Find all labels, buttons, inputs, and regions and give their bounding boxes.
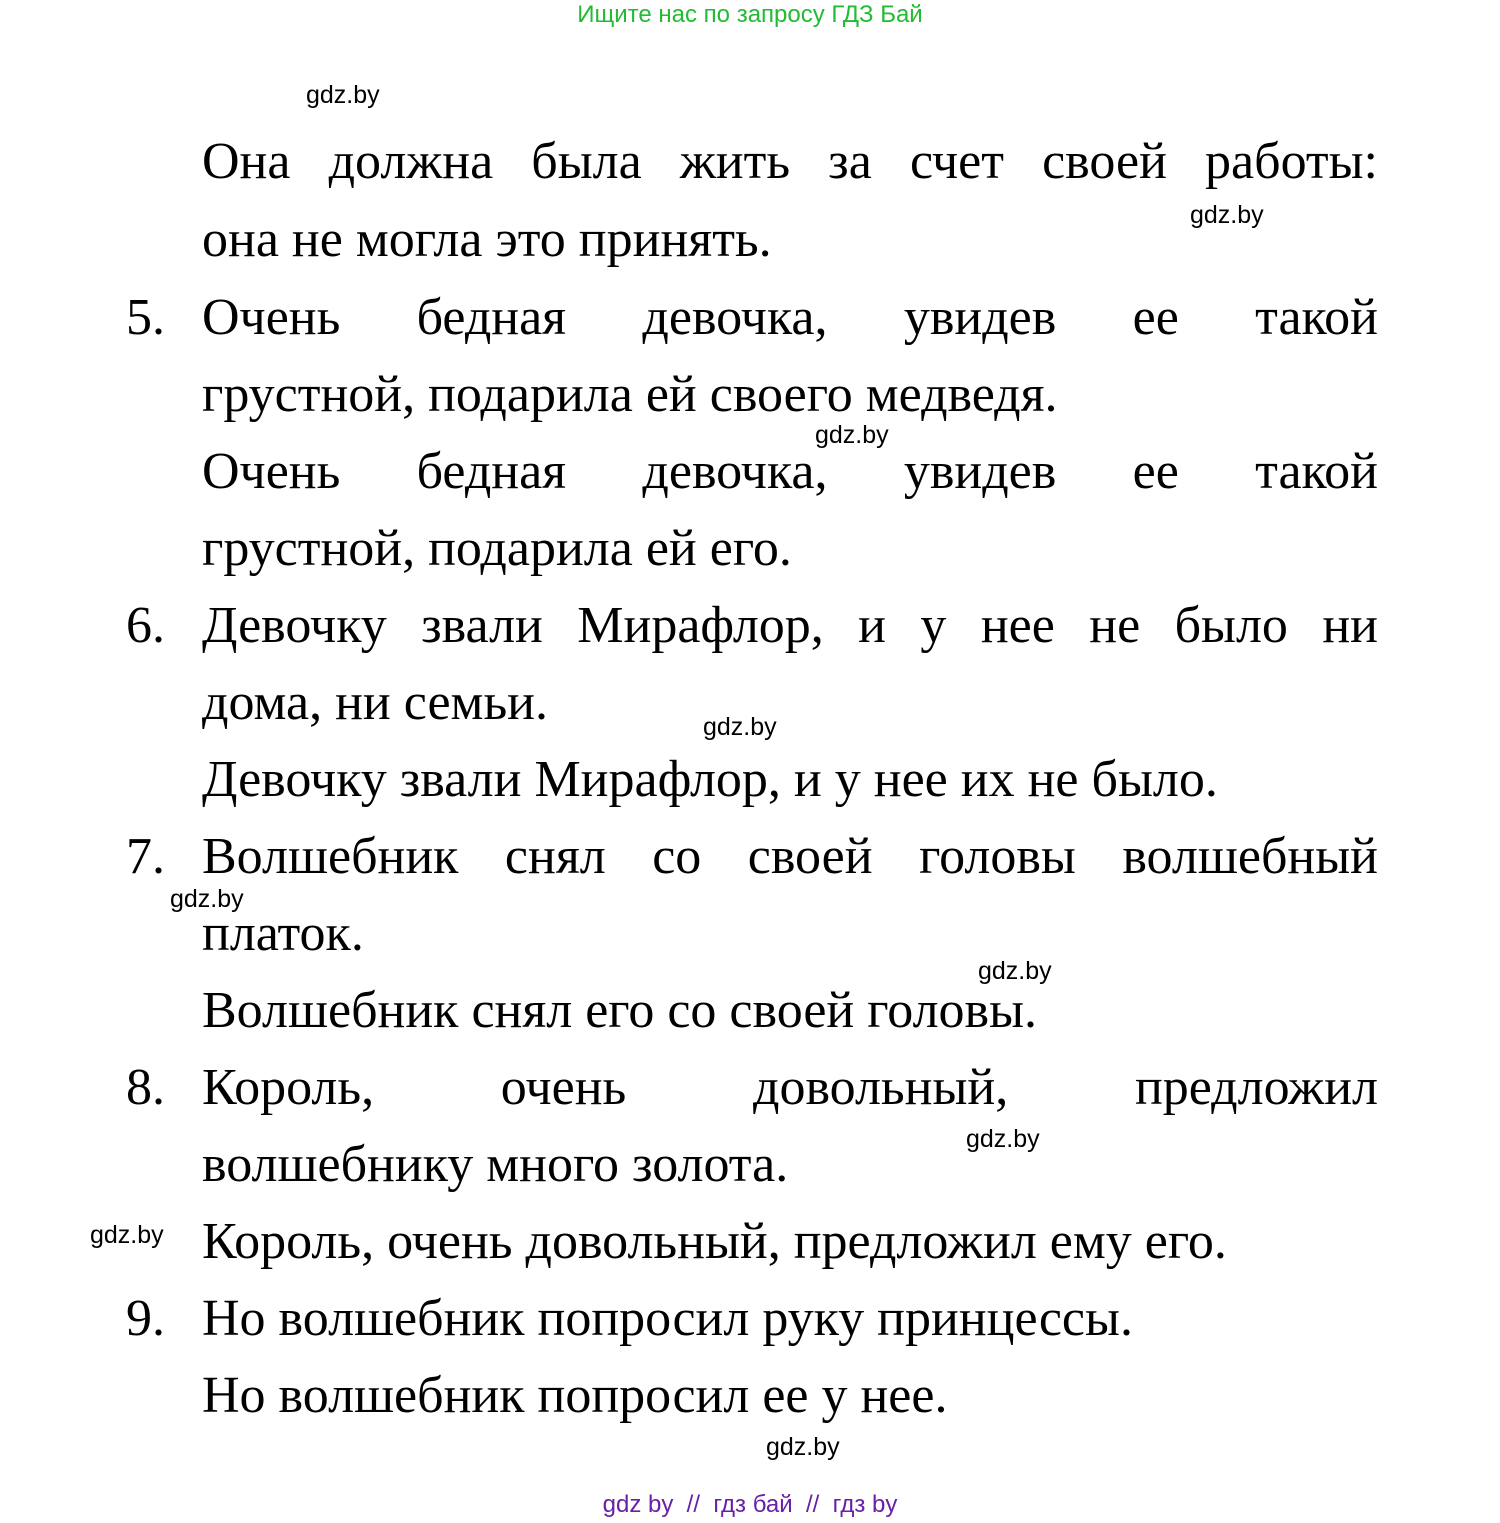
answer-line: Король, очень довольный, предложил xyxy=(202,1059,1378,1116)
watermark: gdz.by xyxy=(170,885,244,913)
answer-line: она не могла это принять. xyxy=(202,211,772,268)
item-number: 6. xyxy=(126,597,165,654)
answer-line: Волшебник снял его со своей головы. xyxy=(202,982,1038,1039)
answer-line: Король, очень довольный, предложил ему его. xyxy=(202,1213,1227,1270)
answer-line: Но волшебник попросил руку принцессы. xyxy=(202,1290,1133,1347)
item-number: 7. xyxy=(126,828,165,885)
answer-line: Она должна была жить за счет своей работы: xyxy=(202,133,1378,190)
item-number: 8. xyxy=(126,1059,165,1116)
watermark: gdz.by xyxy=(978,957,1052,985)
answer-line: Девочку звали Мирафлор, и у нее не было ни xyxy=(202,597,1378,654)
watermark: gdz.by xyxy=(90,1221,164,1249)
item-number: 9. xyxy=(126,1290,165,1347)
item-number: 5. xyxy=(126,289,165,346)
watermark: gdz.by xyxy=(766,1433,840,1461)
footer-links: gdz by // гдз бай // гдз by xyxy=(602,1491,898,1518)
top-banner: Ищите нас по запросу ГДЗ Бай xyxy=(577,1,923,28)
answer-line: дома, ни семьи. xyxy=(202,674,548,731)
answer-line: Очень бедная девочка, увидев ее такой xyxy=(202,443,1378,500)
answer-line: волшебнику много золота. xyxy=(202,1136,789,1193)
watermark: gdz.by xyxy=(1190,201,1264,229)
answer-line: Но волшебник попросил ее у нее. xyxy=(202,1367,948,1424)
answer-line: Девочку звали Мирафлор, и у нее их не было. xyxy=(202,751,1218,808)
watermark: gdz.by xyxy=(966,1125,1040,1153)
answer-line: платок. xyxy=(202,905,364,962)
watermark: gdz.by xyxy=(306,81,380,109)
answer-line: Волшебник снял со своей головы волшебный xyxy=(202,828,1378,885)
answer-line: грустной, подарила ей его. xyxy=(202,520,792,577)
watermark: gdz.by xyxy=(703,713,777,741)
answer-line: грустной, подарила ей своего медведя. xyxy=(202,366,1058,423)
watermark: gdz.by xyxy=(815,421,889,449)
answer-line: Очень бедная девочка, увидев ее такой xyxy=(202,289,1378,346)
